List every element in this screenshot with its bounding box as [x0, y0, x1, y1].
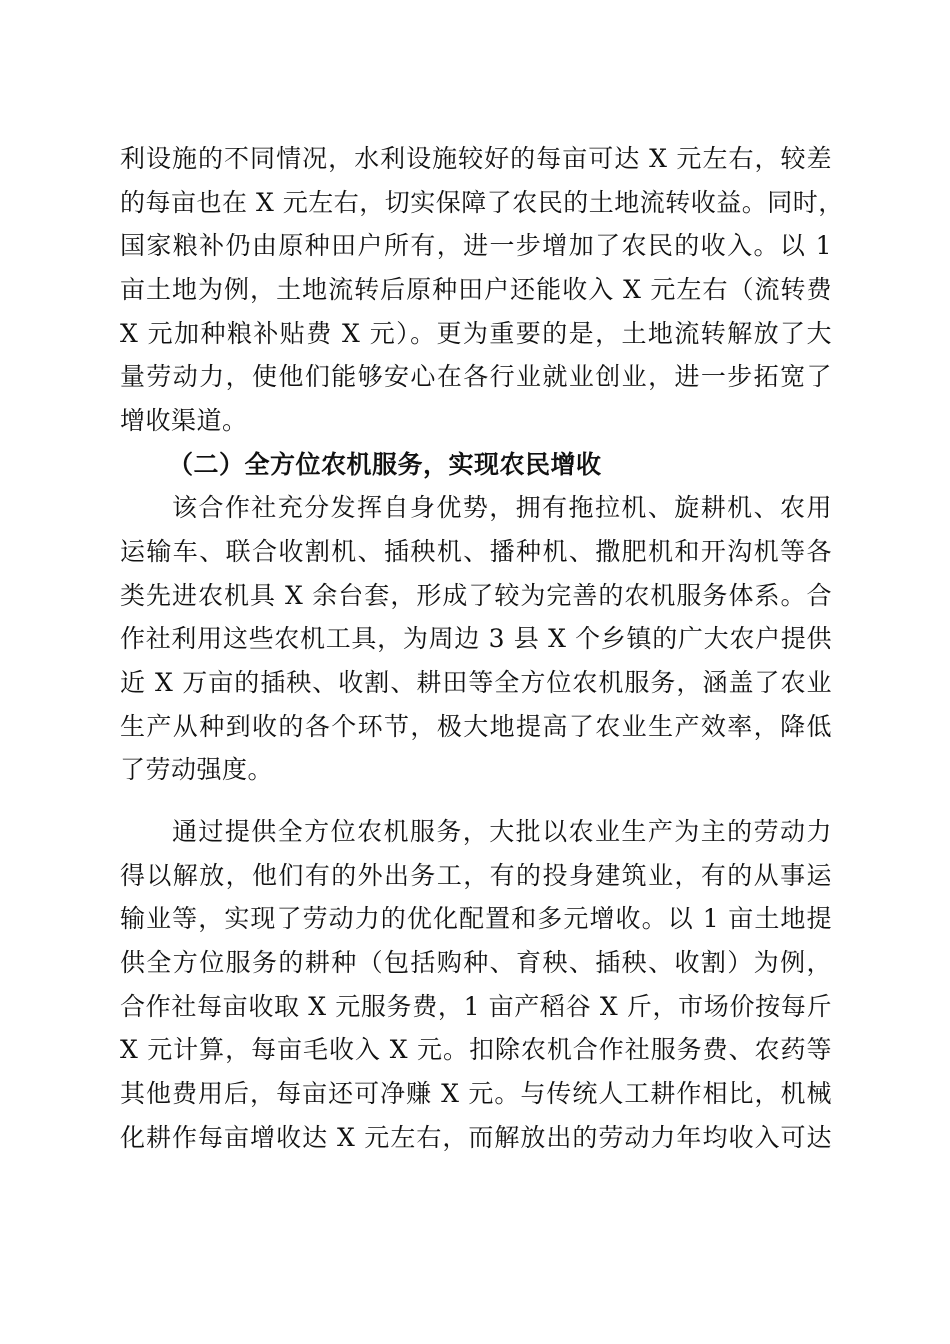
text-line: 的每亩也在 X 元左右，切实保障了农民的土地流转收益。同时，: [120, 188, 844, 217]
text-line: X 元计算，每亩毛收入 X 元。扣除农机合作社服务费、农药等: [120, 1035, 832, 1064]
text-line: 其他费用后，每亩还可净赚 X 元。与传统人工耕作相比，机械: [120, 1079, 832, 1108]
section-heading: （二）全方位农机服务，实现农民增收: [168, 450, 602, 479]
text-line: 运输车、联合收割机、插秧机、播种机、撒肥机和开沟机等各: [120, 537, 832, 566]
text-line: 了劳动强度。: [120, 755, 274, 784]
text-line: 国家粮补仍由原种田户所有，进一步增加了农民的收入。以 1: [120, 231, 832, 260]
text-line: 该合作社充分发挥自身优势，拥有拖拉机、旋耕机、农用: [172, 493, 832, 522]
text-line: 类先进农机具 X 余台套，形成了较为完善的农机服务体系。合: [120, 581, 832, 610]
text-line: 供全方位服务的耕种（包括购种、育秧、插秧、收割）为例，: [120, 948, 832, 977]
text-line: 近 X 万亩的插秧、收割、耕田等全方位农机服务，涵盖了农业: [120, 668, 832, 697]
text-line: 化耕作每亩增收达 X 元左右，而解放出的劳动力年均收入可达: [120, 1123, 832, 1152]
text-line: 输业等，实现了劳动力的优化配置和多元增收。以 1 亩土地提: [120, 904, 832, 933]
text-line: 生产从种到收的各个环节，极大地提高了农业生产效率，降低: [120, 712, 832, 741]
text-line: 利设施的不同情况，水利设施较好的每亩可达 X 元左右，较差: [120, 144, 832, 173]
text-line: 得以解放，他们有的外出务工，有的投身建筑业，有的从事运: [120, 861, 832, 890]
text-line: 合作社每亩收取 X 元服务费，1 亩产稻谷 X 斤，市场价按每斤: [120, 992, 832, 1021]
text-line: 作社利用这些农机工具，为周边 3 县 X 个乡镇的广大农户提供: [120, 624, 832, 653]
text-line: 量劳动力，使他们能够安心在各行业就业创业，进一步拓宽了: [120, 362, 832, 391]
text-line: X 元加种粮补贴费 X 元）。更为重要的是，土地流转解放了大: [120, 319, 832, 348]
text-line: 增收渠道。: [120, 406, 248, 435]
text-line: 亩土地为例，土地流转后原种田户还能收入 X 元左右（流转费: [120, 275, 832, 304]
text-line: 通过提供全方位农机服务，大批以农业生产为主的劳动力: [172, 817, 832, 846]
